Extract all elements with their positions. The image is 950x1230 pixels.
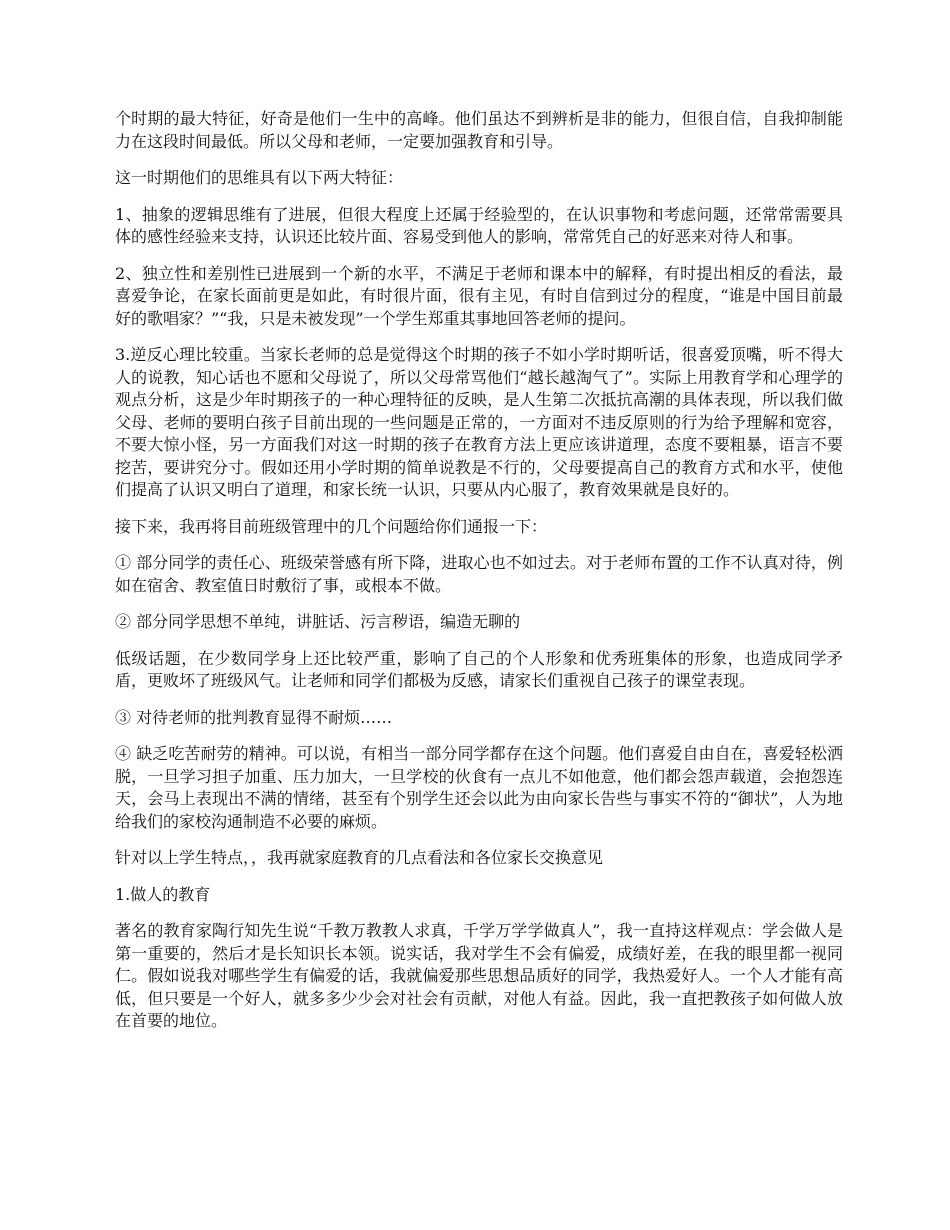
paragraph-issue-2-language: ② 部分同学思想不单纯，讲脏话、污言秽语，编造无聊的 <box>115 612 521 631</box>
paragraph-family-education-intro: 针对以上学生特点，，我再就家庭教育的几点看法和各位家长交换意见 <box>115 848 604 867</box>
document-body <box>115 108 843 1047</box>
paragraph-issue-1-responsibility: ① 部分同学的责任心、班级荣誉感有所下降，进取心也不如过去。对于老师布置的工作不认真对待，例如在宿舍、教室值日时敷衍了事，或根本不做。 <box>115 553 843 595</box>
paragraph-feature-1-abstract-logic: 1、抽象的逻辑思维有了进展，但很大程度上还属于经验型的，在认识事物和考虑问题，还常常需要具体的感性经验来支持，认识还比较片面、容易受到他人的影响，常常凭自己的好恶来对待人和事。 <box>115 204 843 246</box>
paragraph-issue-3-impatience: ③ 对待老师的批判教育显得不耐烦…… <box>115 707 393 727</box>
paragraph-issue-2-continued: 低级话题，在少数同学身上还比较严重，影响了自己的个人形象和优秀班集体的形象，也造成同学矛盾，更败坏了班级风气。让老师和同学们都极为反感，请家长们重视自己孩子的课堂表现。 <box>115 648 843 690</box>
paragraph-feature-2-independence: 2、独立性和差别性已进展到一个新的水平，不满足于老师和课本中的解释，有时提出相反的看法，最喜爱争论，在家长面前更是如此，有时很片面，很有主见，有时自信到过分的程度，“谁是中国目前最好的歌唱家？”“我，只是未被发现”一个学生郑重其事地回答老师的提问。 <box>115 263 843 328</box>
paragraph-curiosity-intro: 个时期的最大特征，好奇是他们一生中的高峰。他们虽达不到辨析是非的能力，但很自信，自我抑制能力在这段时间最低。所以父母和老师，一定要加强教育和引导。 <box>115 109 843 151</box>
paragraph-character-education: 著名的教育家陶行知先生说“千教万教教人求真，千学万学学做真人”，我一直持这样观点：学会做人是第一重要的，然后才是长知识长本领。说实话，我对学生不会有偏爱，成绩好差，在我的眼里都一视同仁。假如说我对哪些学生有偏爱的话，我就偏爱那些思想品质好的同学，我热爱好人。一个人才能有高低，但只要是一个好人，就多多少少会对社会有贡献，对他人有益。因此，我一直把教孩子如何做人放在首要的地位。 <box>115 921 843 1030</box>
paragraph-feature-3-rebellion: 3.逆反心理比较重。当家长老师的总是觉得这个时期的孩子不如小学时期听话，很喜爱顶嘴，听不得大人的说教，知心话也不愿和父母说了，所以父母常骂他们“越长越淘气了”。实际上用教育学和心理学的观点分析，这是少年时期孩子的一种心理特征的反映，是人生第二次抵抗高潮的具体表现，所以我们做父母、老师的要明白孩子目前出现的一些问题是正常的，一方面对不违反原则的行为给予理解和宽容，不要大惊小怪，另一方面我们对这一时期的孩子在教育方法上更应该讲道理，态度不要粗暴，语言不要挖苦，要讲究分寸。假如还用小学时期的简单说教是不行的，父母要提高自己的教育方式和水平，使他们提高了认识又明白了道理，和家长统一认识，只要从内心服了，教育效果就是良好的。 <box>115 345 843 499</box>
paragraph-thinking-features-heading: 这一时期他们的思维具有以下两大特征： <box>115 168 404 187</box>
section-heading-character-education: 1.做人的教育 <box>115 884 211 904</box>
paragraph-issue-4-hardship: ④ 缺乏吃苦耐劳的精神。可以说，有相当一部分同学都存在这个问题。他们喜爱自由自在，喜爱轻松洒脱，一旦学习担子加重、压力加大，一旦学校的伙食有一点儿不如他意，他们都会怨声载道，会抱怨连天，会马上表现出不满的情绪，甚至有个别学生还会以此为由向家长告些与事实不符的“御状”，人为地给我们的家校沟通制造不必要的麻烦。 <box>115 744 843 831</box>
paragraph-class-issues-intro: 接下来，我再将目前班级管理中的几个问题给你们通报一下： <box>115 516 548 536</box>
